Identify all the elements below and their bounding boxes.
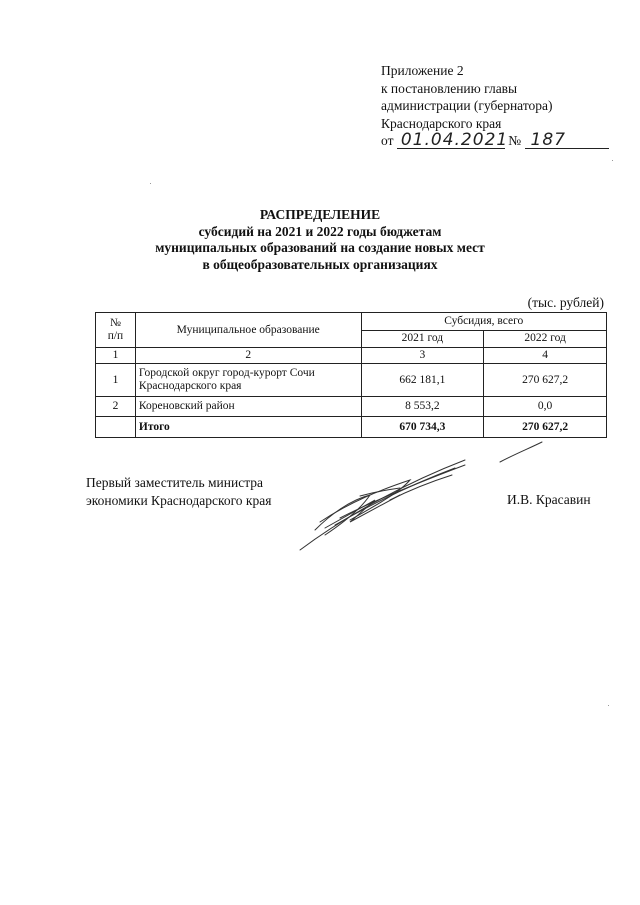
row-num: 2 — [96, 397, 136, 417]
table-row — [96, 364, 607, 397]
index-cell: 2 — [135, 348, 361, 364]
position-line: Первый заместитель министра — [86, 475, 264, 490]
header-year-2021: 2021 год — [361, 330, 484, 348]
row-num: 1 — [96, 364, 136, 397]
title-line: субсидий на 2021 и 2022 годы бюджетам — [198, 223, 442, 239]
header-row — [96, 313, 607, 331]
appendix-line: к постановлению главы — [381, 80, 518, 96]
handwritten-date: 01.04.2021 — [397, 132, 505, 149]
appendix-date-line — [381, 132, 609, 150]
document-title — [0, 207, 640, 273]
header-num: № п/п — [96, 313, 136, 348]
title-line: в общеобразовательных организациях — [202, 256, 438, 272]
total-value-2022: 270 627,2 — [484, 417, 607, 438]
row-value-2022: 0,0 — [484, 397, 607, 417]
appendix-block — [381, 62, 609, 150]
row-municipality: Кореновский район — [135, 397, 361, 417]
total-row — [96, 417, 607, 438]
total-value-2021: 670 734,3 — [361, 417, 484, 438]
total-label: Итого — [135, 417, 361, 438]
signatory-name: И.В. Красавин — [507, 492, 591, 507]
title-line: РАСПРЕДЕЛЕНИЕ — [259, 207, 381, 222]
row-value-2021: 8 553,2 — [361, 397, 484, 417]
index-row — [96, 348, 607, 364]
appendix-line: Краснодарского края — [381, 115, 502, 131]
index-cell: 4 — [484, 348, 607, 364]
index-cell: 3 — [361, 348, 484, 364]
index-cell: 1 — [96, 348, 136, 364]
handwritten-number: 187 — [525, 132, 609, 149]
units-label: (тыс. рублей) — [527, 295, 604, 310]
date-prefix: от — [381, 133, 394, 148]
subsidy-table — [95, 312, 607, 438]
row-value-2021: 662 181,1 — [361, 364, 484, 397]
row-municipality: Городской округ город-курорт Сочи Краснодарского края — [135, 364, 361, 397]
number-prefix: № — [508, 133, 522, 148]
header-municipality: Муниципальное образование — [135, 313, 361, 348]
title-line: муниципальных образований на создание новых мест — [155, 240, 485, 255]
total-empty-cell — [96, 417, 136, 438]
row-value-2022: 270 627,2 — [484, 364, 607, 397]
header-year-2022: 2022 год — [484, 330, 607, 348]
signatory-position — [86, 474, 271, 510]
table-row — [96, 397, 607, 417]
appendix-line: Приложение 2 — [381, 63, 464, 78]
header-subsidy: Субсидия, всего — [361, 313, 607, 331]
scan-speck — [150, 183, 151, 184]
appendix-line: администрации (губернатора) — [381, 98, 553, 113]
position-line: экономики Краснодарского края — [86, 493, 272, 508]
scan-speck — [608, 705, 609, 706]
scan-speck — [612, 160, 613, 161]
